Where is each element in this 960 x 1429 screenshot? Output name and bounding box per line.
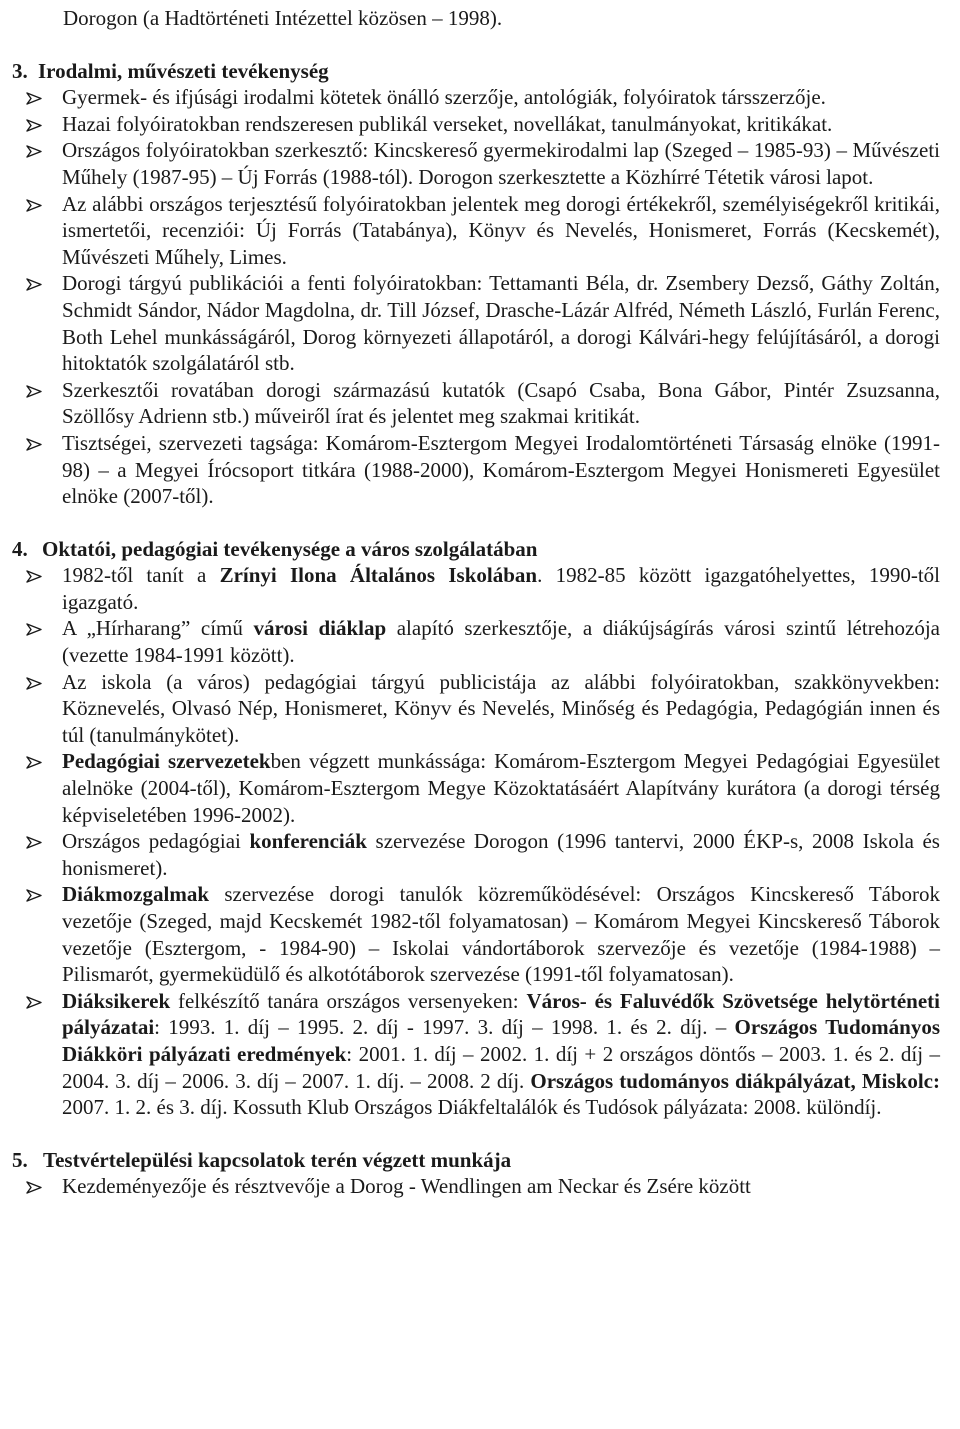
bold-text: városi diáklap	[253, 616, 387, 641]
text-run: Szerkesztői rovatában dorogi származású kutatók (Csapó Csaba, Bona Gábor, Pintér Zsuzsanna, Szöllősy Adrienn stb.) műveiről írat és jelentet meg szakmai kritikát.	[62, 377, 940, 429]
section-number: 3.	[12, 58, 28, 83]
list-item	[12, 377, 940, 430]
section	[12, 536, 940, 1121]
list-item	[12, 562, 940, 615]
list-item	[12, 270, 940, 376]
text-run: : 2001. 1. díj – 2002. 1. díj + 2 országos döntős – 2003. 1. és 2. díj – 2004. 3. díj – 2006. 3. díj – 2007. 1. díj. – 2008. 2 díj.	[62, 1041, 940, 1093]
sections-container	[12, 58, 940, 1200]
text-run: Országos pedagógiai	[62, 829, 250, 854]
list-item	[12, 137, 940, 190]
text-run: Az alábbi országos terjesztésű folyóiratokban jelentek meg dorogi értékekről, személyiségekről kritikái, ismertetői, recenziói: Új Forrás (Tatabánya), Könyv és Nevelés, Honismeret, Forrás (Kecskemét), Művészeti Műhely, Limes.	[62, 191, 940, 269]
bold-text: Országos tudományos diákpályázat, Miskolc:	[530, 1068, 940, 1093]
text-run: Országos folyóiratokban szerkesztő: Kincskereső gyermekirodalmi lap (Szeged – 1985-93) – Művészeti Műhely (1987-95) – Új Forrás (1988-tól). Dorogon szerkesztette a Közhírré Tétetik városi lapot.	[62, 138, 940, 189]
list-item	[12, 430, 940, 510]
text-run: Gyermek- és ifjúsági irodalmi kötetek önálló szerzője, antológiák, folyóiratok társszerzője.	[62, 85, 826, 110]
section-title: Testvértelepülési kapcsolatok terén végzett munkája	[43, 1147, 512, 1172]
bold-text: konferenciák	[249, 829, 367, 854]
list-item	[12, 881, 940, 987]
list-item	[12, 1173, 940, 1200]
section-number: 5.	[12, 1147, 28, 1172]
text-run: . 1982-85 között igazgatóhelyettes, 1990-től igazgató.	[62, 563, 940, 614]
list-item	[12, 669, 940, 749]
section-heading	[12, 1147, 940, 1174]
text-run: szervezése Dorogon (1996 tantervi, 2000 ÉKP-s, 2008 Iskola és honismeret).	[62, 829, 940, 880]
list-item	[12, 191, 940, 271]
text-run: Kezdeményezője és résztvevője a Dorog - Wendlingen am Neckar és Zsére között	[62, 1174, 751, 1199]
section-heading	[12, 536, 940, 563]
text-run: ben végzett munkássága: Komárom-Esztergom Megyei Pedagógiai Egyesület alelnöke (2004-től), Komárom-Esztergom Megye Közoktatásáért Alapítvány kurátora (a dorogi térség képviseletében 1996-2002).	[62, 749, 940, 827]
bold-text: Város- és Faluvédők Szövetsége helytörténeti pályázatai	[62, 988, 940, 1040]
text-run: alapító szerkesztője, a diákújságírás városi szintű létrehozója (vezette 1984-1991 között).	[62, 616, 940, 668]
list-item	[12, 748, 940, 828]
section-number: 4.	[12, 536, 28, 561]
list-item	[12, 828, 940, 881]
bold-text: Diákmozgalmak	[62, 882, 209, 907]
bullet-list	[12, 84, 940, 510]
text-run: Tisztségei, szervezeti tagsága: Komárom-Esztergom Megyei Irodalomtörténeti Társaság elnöke (1991-98) – a Megyei Írócsoport titkára (1988-2000), Komárom-Esztergom Megyei Honismereti Egyesület elnöke (2007-től).	[62, 430, 940, 509]
text-run: Az iskola (a város) pedagógiai tárgyú publicistája az alábbi folyóiratokban, szakkönyvekben: Köznevelés, Olvasó Nép, Honismeret, Könyv és Nevelés, Minőség és Pedagógia, Pedagógián innen és túl (tanulmánykötet).	[62, 669, 940, 747]
list-item	[12, 615, 940, 668]
bold-text: Országos Tudományos Diákköri pályázati eredmények	[62, 1015, 940, 1066]
continued-line: Dorogon (a Hadtörténeti Intézettel közösen – 1998).	[63, 6, 503, 30]
bold-text: Diáksikerek	[62, 988, 171, 1013]
text-run: 1982-től tanít a	[62, 563, 220, 588]
list-item	[12, 988, 940, 1121]
bullet-list	[12, 1173, 940, 1200]
text-run: A „Hírharang” című	[62, 616, 254, 641]
list-item	[12, 111, 940, 138]
section-heading	[12, 58, 940, 85]
bullet-list	[12, 562, 940, 1120]
text-run: : 1993. 1. díj – 1995. 2. díj - 1997. 3. díj – 1998. 1. és 2. díj. –	[154, 1015, 735, 1040]
text-run: Dorogi tárgyú publikációi a fenti folyóiratokban: Tettamanti Béla, dr. Zsembery Dezső, Gáthy Zoltán, Schmidt Sándor, Nádor Magdolna, dr. Till József, Drasche-Lázár Alfréd, Németh László, Furlán Ferenc, Both Lehel munkásságáról, Dorog környezeti állapotáról, a dorogi Kálvári-hegy felújításáról, a dorogi hitoktatók szolgálatáról stb.	[62, 271, 940, 376]
section	[12, 58, 940, 510]
text-run: Hazai folyóiratokban rendszeresen publikál verseket, novellákat, tanulmányokat, kritikákat.	[62, 111, 833, 136]
list-item	[12, 84, 940, 111]
section-title: Irodalmi, művészeti tevékenység	[38, 58, 329, 83]
section-title: Oktatói, pedagógiai tevékenysége a város szolgálatában	[42, 536, 538, 561]
section	[12, 1147, 940, 1200]
bold-text: Pedagógiai szervezetek	[62, 749, 271, 774]
text-run: felkészítő tanára országos versenyeken:	[170, 988, 527, 1013]
text-run: szervezése dorogi tanulók közreműködésével: Országos Kincskereső Táborok vezetője (Szeged, majd Kecskemét 1982-től folyamatosan) – Komárom Megyei Kincskereső Táborok vezetője (Esztergom, - 1984-90) – Iskolai vándortáborok szervezője és vezetője (1984-1988) – Pilismarót, gyermeküdülő és alkotótáborok szervezése (1991-től folyamatosan).	[62, 882, 940, 987]
bold-text: Zrínyi Ilona Általános Iskolában	[219, 563, 538, 588]
text-run: 2007. 1. 2. és 3. díj. Kossuth Klub Országos Diákfeltalálók és Tudósok pályázata: 2008. különdíj.	[62, 1095, 882, 1120]
